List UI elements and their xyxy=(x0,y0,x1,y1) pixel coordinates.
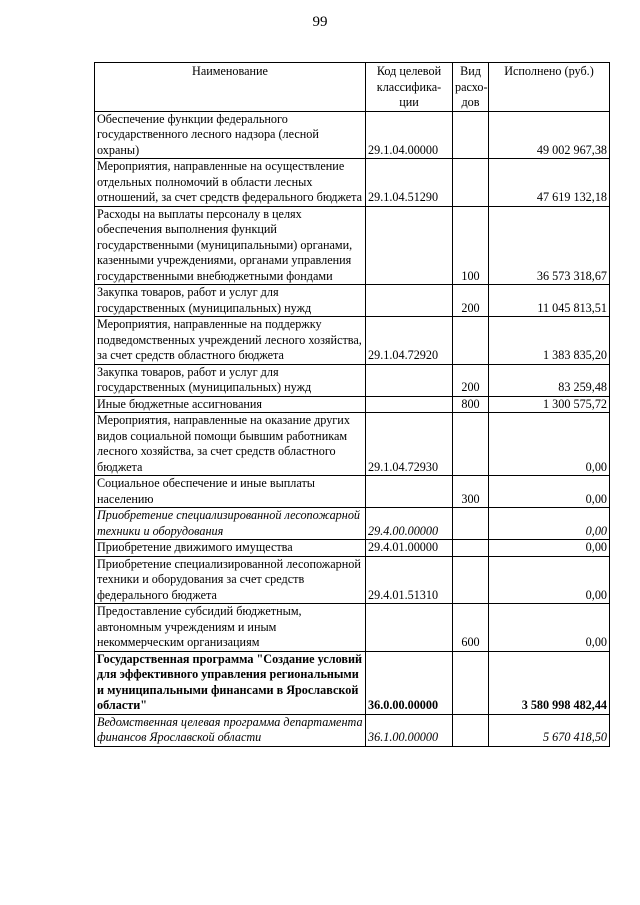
row-code-cell xyxy=(366,364,453,396)
row-type-cell xyxy=(453,317,489,365)
row-type-cell xyxy=(453,714,489,746)
budget-execution-table xyxy=(94,62,610,747)
row-code-cell: 36.1.00.00000 xyxy=(366,714,453,746)
row-name-cell: Приобретение специализированной лесопожарной техники и оборудования за счет средств федерального бюджета xyxy=(95,556,366,604)
row-code-cell xyxy=(366,206,453,285)
header-amount: Исполнено (руб.) xyxy=(489,63,610,112)
row-name-cell: Мероприятия, направленные на осуществление отдельных полномочий в области лесных отношений, за счет средств федерального бюджета xyxy=(95,159,366,207)
table-row xyxy=(95,556,610,604)
row-amount-cell: 0,00 xyxy=(489,604,610,652)
row-code-cell xyxy=(366,285,453,317)
row-name-cell: Приобретение специализированной лесопожарной техники и оборудования xyxy=(95,508,366,540)
row-amount-cell: 83 259,48 xyxy=(489,364,610,396)
table-row xyxy=(95,396,610,413)
row-type-cell xyxy=(453,111,489,159)
table-row xyxy=(95,540,610,557)
row-amount-cell: 3 580 998 482,44 xyxy=(489,651,610,714)
row-type-cell: 600 xyxy=(453,604,489,652)
row-name-cell: Закупка товаров, работ и услуг для государственных (муниципальных) нужд xyxy=(95,285,366,317)
row-name-cell: Приобретение движимого имущества xyxy=(95,540,366,557)
row-amount-cell: 49 002 967,38 xyxy=(489,111,610,159)
row-name-cell: Предоставление субсидий бюджетным, автономным учреждениям и иным некоммерческим организациям xyxy=(95,604,366,652)
row-code-cell: 29.1.04.72920 xyxy=(366,317,453,365)
row-amount-cell: 36 573 318,67 xyxy=(489,206,610,285)
row-type-cell xyxy=(453,651,489,714)
row-type-cell: 300 xyxy=(453,476,489,508)
table-header-row xyxy=(95,63,610,112)
table-row xyxy=(95,159,610,207)
row-amount-cell: 47 619 132,18 xyxy=(489,159,610,207)
row-type-cell xyxy=(453,540,489,557)
header-code: Код целевой классифика-ции xyxy=(366,63,453,112)
table-row xyxy=(95,714,610,746)
row-code-cell: 29.4.00.00000 xyxy=(366,508,453,540)
row-code-cell xyxy=(366,476,453,508)
row-code-cell: 29.1.04.72930 xyxy=(366,413,453,476)
row-name-cell: Ведомственная целевая программа департамента финансов Ярославской области xyxy=(95,714,366,746)
row-code-cell: 29.1.04.51290 xyxy=(366,159,453,207)
row-name-cell: Мероприятия, направленные на оказание других видов социальной помощи бывшим работникам лесного хозяйства, за счет средств областного бюджета xyxy=(95,413,366,476)
row-amount-cell: 0,00 xyxy=(489,540,610,557)
table-row xyxy=(95,476,610,508)
row-type-cell: 200 xyxy=(453,364,489,396)
table-row xyxy=(95,285,610,317)
header-name: Наименование xyxy=(95,63,366,112)
row-type-cell xyxy=(453,413,489,476)
row-code-cell: 36.0.00.00000 xyxy=(366,651,453,714)
row-type-cell: 200 xyxy=(453,285,489,317)
table-row xyxy=(95,364,610,396)
page-number: 99 xyxy=(312,14,328,30)
row-name-cell: Закупка товаров, работ и услуг для государственных (муниципальных) нужд xyxy=(95,364,366,396)
row-code-cell xyxy=(366,396,453,413)
row-name-cell: Обеспечение функции федерального государственного лесного надзора (лесной охраны) xyxy=(95,111,366,159)
row-amount-cell: 11 045 813,51 xyxy=(489,285,610,317)
header-type: Вид расхо-дов xyxy=(453,63,489,112)
row-code-cell: 29.1.04.00000 xyxy=(366,111,453,159)
table-row xyxy=(95,604,610,652)
row-type-cell xyxy=(453,556,489,604)
row-name-cell: Государственная программа "Создание условий для эффективного управления региональными и муниципальными финансами в Ярославской области" xyxy=(95,651,366,714)
row-code-cell: 29.4.01.51310 xyxy=(366,556,453,604)
row-amount-cell: 1 383 835,20 xyxy=(489,317,610,365)
row-amount-cell: 0,00 xyxy=(489,476,610,508)
row-amount-cell: 5 670 418,50 xyxy=(489,714,610,746)
row-amount-cell: 0,00 xyxy=(489,413,610,476)
table-body xyxy=(95,111,610,746)
table-row xyxy=(95,508,610,540)
table-row xyxy=(95,413,610,476)
row-type-cell: 800 xyxy=(453,396,489,413)
row-name-cell: Социальное обеспечение и иные выплаты населению xyxy=(95,476,366,508)
row-name-cell: Иные бюджетные ассигнования xyxy=(95,396,366,413)
row-name-cell: Расходы на выплаты персоналу в целях обеспечения выполнения функций государственными (муниципальными) органами, казенными учреждениями, органами управления государственными внебюджетными фондами xyxy=(95,206,366,285)
table-row xyxy=(95,111,610,159)
row-amount-cell: 1 300 575,72 xyxy=(489,396,610,413)
row-amount-cell: 0,00 xyxy=(489,508,610,540)
row-amount-cell: 0,00 xyxy=(489,556,610,604)
row-code-cell: 29.4.01.00000 xyxy=(366,540,453,557)
table-row xyxy=(95,317,610,365)
row-type-cell xyxy=(453,159,489,207)
table-row xyxy=(95,651,610,714)
row-name-cell: Мероприятия, направленные на поддержку подведомственных учреждений лесного хозяйства, за счет средств областного бюджета xyxy=(95,317,366,365)
row-type-cell xyxy=(453,508,489,540)
table-row xyxy=(95,206,610,285)
row-code-cell xyxy=(366,604,453,652)
row-type-cell: 100 xyxy=(453,206,489,285)
